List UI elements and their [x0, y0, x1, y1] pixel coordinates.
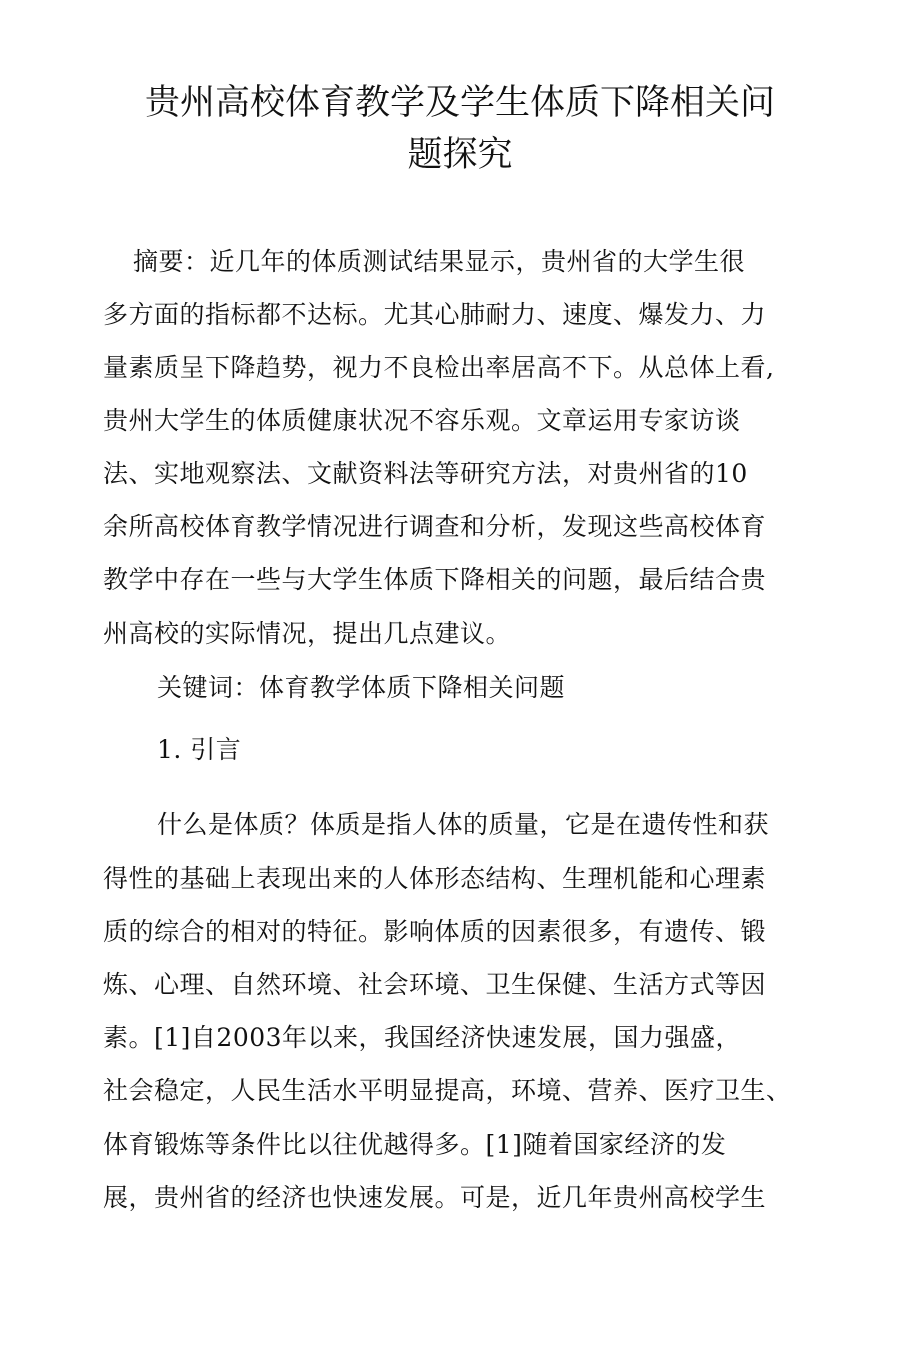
body-line: 素。[1]自2003年以来，我国经济快速发展，国力强盛， [103, 1023, 742, 1052]
abstract-line: 法、实地观察法、文献资料法等研究方法，对贵州省的10 [103, 459, 748, 488]
body-line: 什么是体质？体质是指人体的质量，它是在遗传性和获 [157, 810, 770, 839]
body-line: 展，贵州省的经济也快速发展。可是，近几年贵州高校学生 [103, 1183, 767, 1212]
title-line-1: 贵州高校体育教学及学生体质下降相关问 [144, 83, 775, 123]
abstract-line: 多方面的指标都不达标。尤其心肺耐力、速度、爆发力、力 [103, 300, 767, 329]
body-line: 质的综合的相对的特征。影响体质的因素很多，有遗传、锻 [103, 917, 767, 946]
keywords: 关键词：体育教学体质下降相关问题 [157, 673, 566, 702]
abstract-line: 量素质呈下降趋势，视力不良检出率居高不下。从总体上看, [103, 353, 775, 382]
abstract-line: 教学中存在一些与大学生体质下降相关的问题，最后结合贵 [103, 565, 767, 594]
abstract-line: 贵州大学生的体质健康状况不容乐观。文章运用专家访谈 [103, 406, 741, 435]
body-line: 得性的基础上表现出来的人体形态结构、生理机能和心理素 [103, 864, 767, 893]
body-line: 社会稳定，人民生活水平明显提高，环境、营养、医疗卫生、 [103, 1076, 792, 1105]
body-line: 体育锻炼等条件比以往优越得多。[1]随着国家经济的发 [103, 1130, 727, 1159]
title-line-2: 题探究 [407, 135, 513, 175]
body-line: 炼、心理、自然环境、社会环境、卫生保健、生活方式等因 [103, 970, 767, 999]
abstract-line: 余所高校体育教学情况进行调查和分析，发现这些高校体育 [103, 512, 767, 541]
section-heading: 1. 引言 [157, 735, 242, 764]
abstract-line: 摘要：近几年的体质测试结果显示，贵州省的大学生很 [133, 247, 746, 276]
abstract-line: 州高校的实际情况，提出几点建议。 [103, 619, 512, 648]
